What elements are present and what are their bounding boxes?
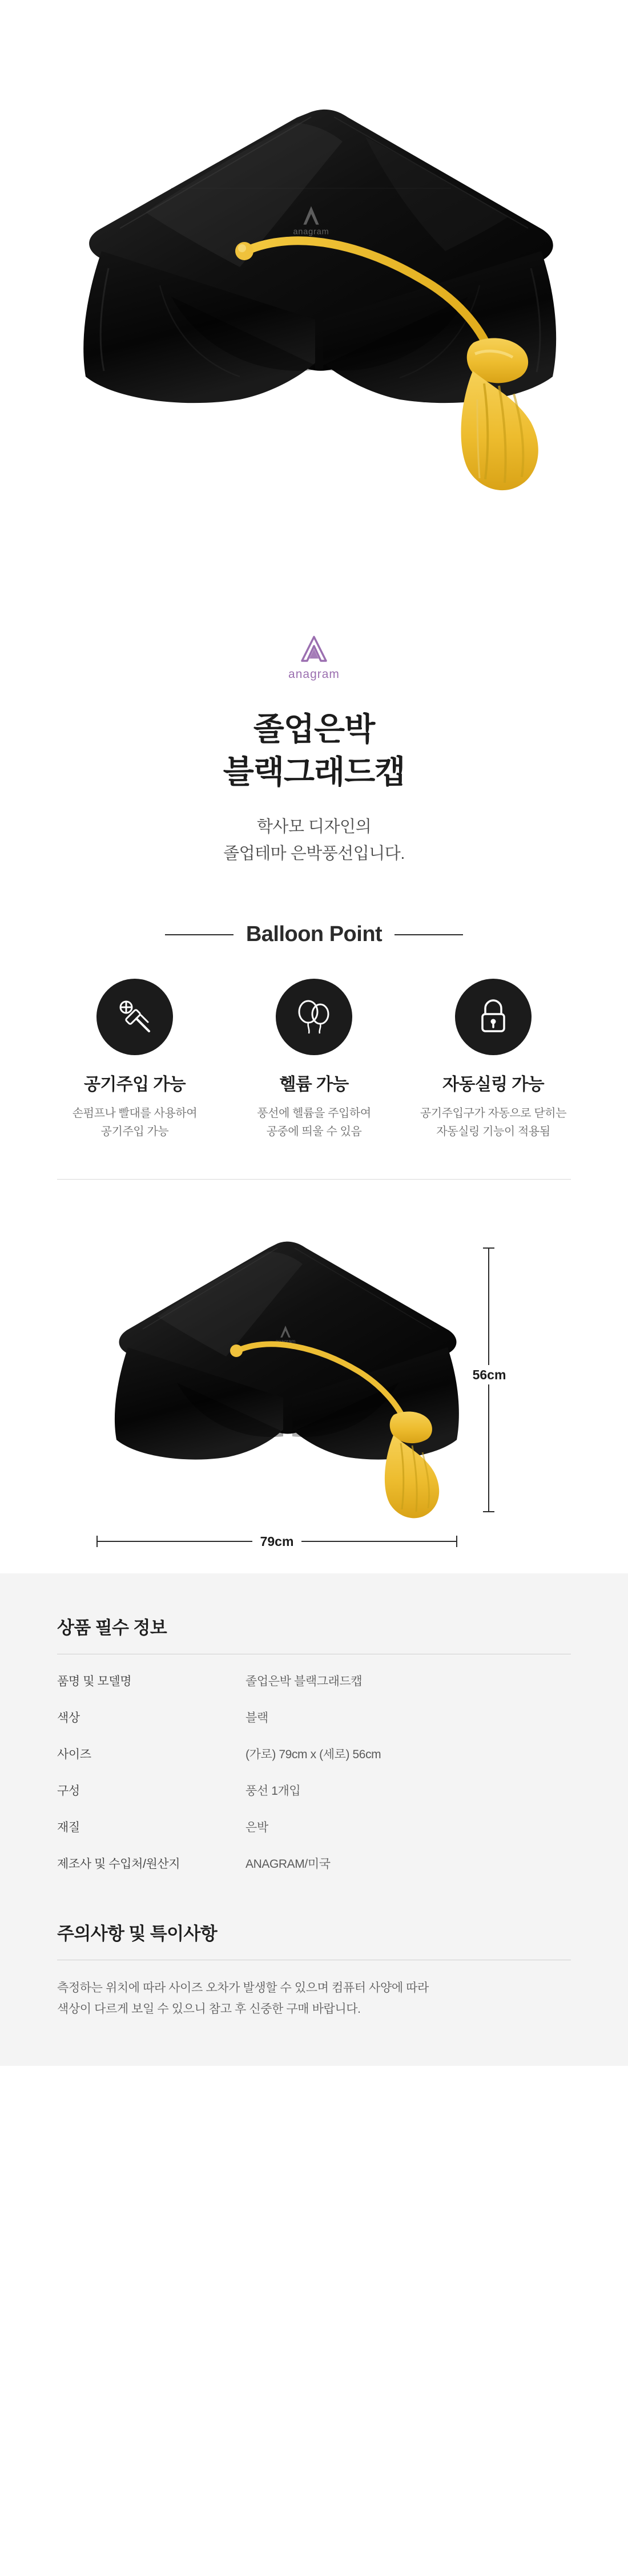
spec-key: 구성 (57, 1784, 80, 1798)
auto-seal-lock-icon (472, 996, 514, 1038)
point-desc (419, 1104, 567, 1141)
point-item-air-injection (61, 979, 209, 1141)
page-title-line1: 졸업은박 (253, 711, 375, 747)
page-subtitle-line1: 학사모 디자인의 (256, 818, 372, 837)
table-row (57, 1662, 571, 1699)
spec-value: 풍선 1개입 (245, 1784, 301, 1798)
spec-key: 품명 및 모델명 (57, 1674, 132, 1688)
point-desc-line2: 공기주입 가능 (100, 1125, 169, 1138)
spec-table (57, 1662, 571, 1881)
table-row (57, 1699, 571, 1735)
anagram-logo-icon (294, 633, 334, 665)
point-icon-circle (276, 979, 352, 1055)
spec-value: ANAGRAM/미국 (245, 1857, 331, 1871)
size-diagram (0, 1180, 628, 1573)
page-subtitle (0, 814, 628, 867)
balloons-icon (293, 996, 335, 1038)
table-row (57, 1772, 571, 1808)
point-title: 헬륨 가능 (279, 1075, 349, 1094)
table-row (57, 1845, 571, 1881)
spec-key: 재질 (57, 1820, 80, 1834)
point-desc-line2: 자동실링 기능이 적용됨 (436, 1125, 550, 1138)
svg-text:anagram: anagram (293, 227, 329, 237)
point-icon-circle (455, 979, 532, 1055)
spec-key: 제조사 및 수입처/원산지 (57, 1857, 180, 1871)
point-title: 공기주입 가능 (83, 1075, 186, 1094)
point-desc-line1: 손펌프나 빨대를 사용하여 (72, 1107, 198, 1120)
width-label: 79cm (260, 1533, 294, 1549)
point-desc-line1: 풍선에 헬륨을 주입하여 (257, 1107, 371, 1120)
point-item-helium (240, 979, 388, 1141)
point-icon-circle (96, 979, 173, 1055)
table-row (57, 1808, 571, 1845)
balloon-point-heading-text: Balloon Point (245, 922, 383, 946)
spec-value: (가로) 79cm x (세로) 56cm (245, 1747, 381, 1761)
product-info-panel (0, 1573, 628, 2066)
size-diagram-section (0, 1180, 628, 1573)
brand-wordmark: anagram (288, 668, 340, 681)
info-heading: 상품 필수 정보 (57, 1617, 167, 1638)
balloon-point-heading (0, 922, 628, 947)
point-desc-line1: 공기주입구가 자동으로 닫히는 (420, 1107, 567, 1120)
graduation-cap-balloon-illustration (0, 0, 628, 628)
page-title (0, 708, 628, 793)
notice-line2: 색상이 다르게 보일 수 있으니 참고 후 신중한 구매 바랍니다. (57, 2002, 361, 2016)
notice-text (57, 1977, 571, 2020)
heading-rule-left (165, 934, 234, 935)
table-row (57, 1735, 571, 1772)
point-desc (61, 1104, 209, 1141)
spec-value: 블랙 (245, 1711, 268, 1725)
svg-text:anagram: anagram (275, 1338, 296, 1344)
point-item-auto-seal (419, 979, 567, 1141)
point-title: 자동실링 가능 (442, 1075, 544, 1094)
point-desc-line2: 공중에 띄울 수 있음 (266, 1125, 362, 1138)
page-title-line2: 블랙그래드캡 (223, 754, 405, 790)
spec-key: 사이즈 (57, 1747, 91, 1761)
notice-line1: 측정하는 위치에 따라 사이즈 오차가 발생할 수 있으며 컴퓨터 사양에 따라 (57, 1981, 429, 1994)
point-desc (240, 1104, 388, 1141)
spec-key: 색상 (57, 1711, 80, 1725)
height-label: 56cm (472, 1367, 506, 1382)
spec-value: 졸업은박 블랙그래드캡 (245, 1674, 363, 1688)
spec-value: 은박 (245, 1820, 268, 1834)
hero-product-image (0, 0, 628, 628)
notice-heading: 주의사항 및 특이사항 (57, 1923, 218, 1944)
heading-rule-right (394, 934, 463, 935)
air-pump-icon (114, 996, 156, 1038)
brand-block (0, 628, 628, 681)
page-subtitle-line2: 졸업테마 은박풍선입니다. (223, 845, 405, 863)
balloon-point-list (0, 979, 628, 1141)
